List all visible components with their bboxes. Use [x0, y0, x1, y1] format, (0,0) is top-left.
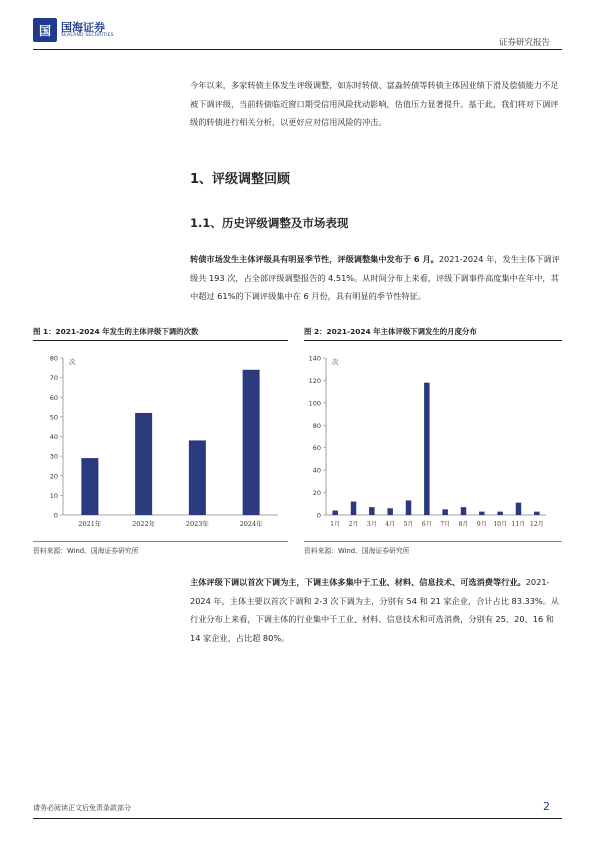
bar [189, 440, 206, 515]
bar [516, 503, 522, 515]
intro-paragraph: 今年以来，多家转债主体发生评级调整，如东时转债、富淼转债等转债主体因业绩下滑及偿债能力不足被下调评级，当前转债临近窗口期受信用风险扰动影响，估值压力显著提升。基于此，我们将对下调评级的转债进行相关分析，以更好应对信用风险的冲击。 [190, 80, 559, 127]
paragraph-body: 2021-2024 年，主体主要以首次下调和 2-3 次下调为主，分别有 54 和 21 家企业，合计占比 83.33%。从行业分布上来看，下调主体的行业集中于工业、材料、信息技术和可选消费，分别有 25、20、16 和 14 家企业，占比超 80%。 [190, 577, 560, 643]
figure-2-source-rule [304, 541, 562, 542]
bar [369, 507, 375, 515]
bar [406, 500, 412, 515]
y-tick-label: 50 [49, 413, 58, 422]
bar [442, 509, 448, 515]
y-tick-label: 0 [316, 511, 321, 520]
y-unit-label: 次 [69, 358, 76, 366]
logo-english-name: SEALAND SECURITIES [61, 32, 114, 38]
x-category-label: 11月 [511, 521, 526, 528]
paragraph-lead-bold: 主体评级下调以首次下调为主，下调主体多集中于工业、材料、信息技术、可选消费等行业。 [190, 577, 526, 587]
figure-2-source: 资料来源：Wind、国海证券研究所 [304, 547, 410, 555]
y-tick-label: 60 [312, 444, 321, 453]
y-tick-label: 120 [308, 376, 321, 385]
footer-disclaimer: 请务必阅读正文后免责条款部分 [33, 804, 131, 812]
x-category-label: 4月 [385, 521, 396, 528]
bar [81, 458, 98, 515]
figure-1-title-rule [33, 340, 288, 341]
x-category-label: 6月 [421, 521, 432, 528]
y-tick-label: 80 [312, 421, 321, 430]
section-1-1-heading: 1.1、历史评级调整及市场表现 [190, 216, 349, 230]
y-tick-label: 100 [308, 399, 321, 408]
x-category-label: 5月 [403, 521, 414, 528]
y-tick-label: 20 [312, 489, 321, 498]
x-category-label: 8月 [458, 521, 469, 528]
x-category-label: 2024年 [239, 520, 263, 528]
figure-1-chart [33, 345, 288, 537]
figure-2-title-rule [304, 340, 562, 341]
figure-2-title: 图 2：2021-2024 年主体评级下调发生的月度分布 [304, 327, 477, 336]
company-logo [33, 18, 114, 42]
bar [351, 502, 357, 515]
bar [387, 508, 393, 515]
figure-1-title: 图 1：2021-2024 年发生的主体评级下调的次数 [33, 327, 199, 336]
x-category-label: 2023年 [185, 520, 209, 528]
bar [135, 413, 152, 515]
y-tick-label: 60 [49, 393, 58, 402]
x-category-label: 2021年 [78, 520, 102, 528]
bar [461, 507, 467, 515]
x-category-label: 12月 [530, 521, 544, 528]
bar [332, 511, 338, 515]
section-1-heading: 1、评级调整回顾 [190, 172, 291, 187]
paragraph-rating-seasonality [190, 250, 560, 306]
page-header [0, 0, 595, 50]
bar [497, 512, 503, 515]
y-tick-label: 80 [49, 354, 58, 363]
y-unit-label: 次 [332, 358, 339, 366]
x-category-label: 3月 [366, 521, 377, 528]
y-tick-label: 30 [49, 452, 58, 461]
y-tick-label: 40 [49, 433, 58, 441]
footer-divider [33, 818, 562, 819]
x-category-label: 1月 [330, 521, 341, 528]
y-tick-label: 0 [53, 511, 58, 520]
y-tick-label: 140 [308, 354, 321, 363]
x-category-label: 10月 [493, 521, 507, 528]
y-tick-label: 10 [49, 491, 58, 500]
paragraph-downgrade-industries [190, 573, 560, 647]
header-divider [33, 49, 562, 50]
bar [479, 512, 485, 515]
figure-1-source-rule [33, 541, 288, 542]
x-category-label: 7月 [440, 521, 451, 528]
x-category-label: 9月 [476, 521, 487, 528]
logo-chinese-name: 国海证券 [61, 20, 105, 34]
figure-1-source: 资料来源：Wind、国海证券研究所 [33, 547, 139, 555]
y-tick-label: 20 [49, 472, 58, 481]
x-category-label: 2月 [348, 521, 359, 528]
figure-1-svg [33, 345, 288, 537]
figure-2-chart [304, 345, 562, 537]
page-number: 2 [543, 800, 550, 813]
paragraph-body: 2021-2024 年，发生主体下调评级共 193 次，占全部评级调整报告的 4.51%。从时间分布上来看，评级下调事件高度集中在年中，其中超过 61%的下调评级集中在 6 月份，具有明显的季节性特征。 [190, 254, 560, 301]
bar [424, 383, 430, 515]
logo-mark-icon: 国 [33, 18, 57, 42]
figure-2-svg [304, 345, 562, 537]
y-tick-label: 70 [49, 374, 58, 383]
bar [534, 512, 540, 515]
report-type-label: 证券研究报告 [498, 38, 550, 48]
y-tick-label: 40 [312, 466, 321, 475]
bar [243, 370, 260, 515]
paragraph-lead-bold: 转债市场发生主体评级具有明显季节性，评级调整集中发布于 6 月。 [190, 254, 439, 264]
x-category-label: 2022年 [132, 520, 156, 528]
